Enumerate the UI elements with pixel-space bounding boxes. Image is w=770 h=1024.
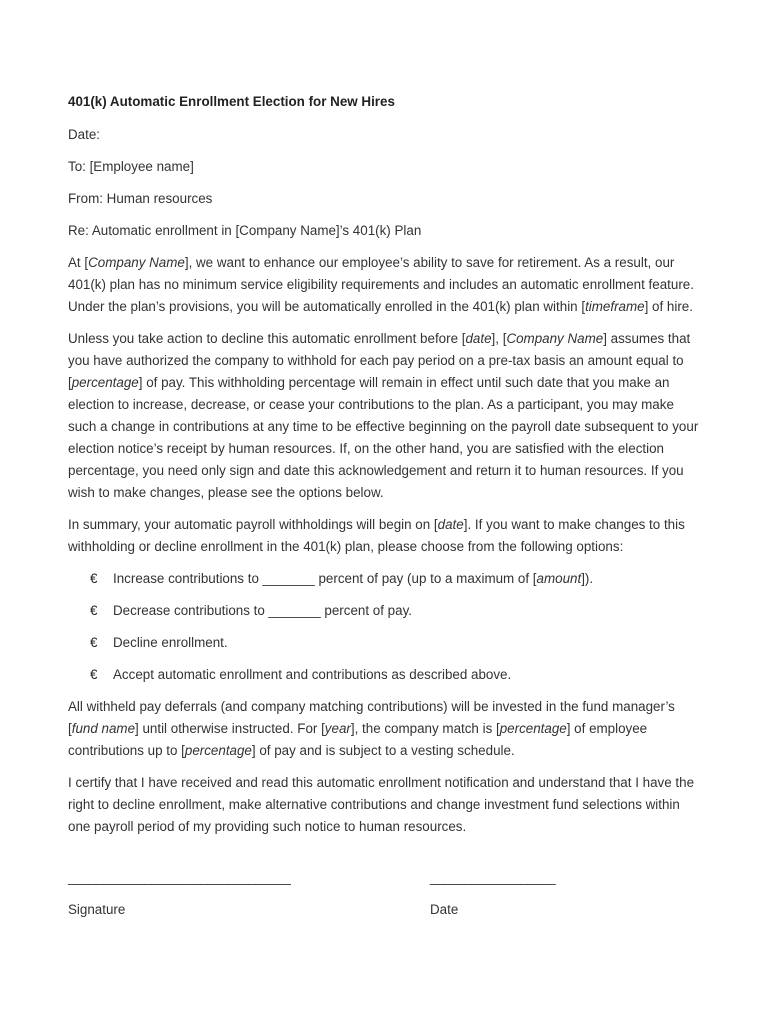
option-accept[interactable]: € Accept automatic enrollment and contributions as described above. xyxy=(68,664,702,686)
letter-body xyxy=(68,92,702,848)
placeholder-percentage: percentage xyxy=(499,721,567,736)
signature-block xyxy=(68,868,702,928)
signature-label: Signature xyxy=(68,902,126,917)
placeholder-percentage: percentage xyxy=(71,375,139,390)
document-title: 401(k) Automatic Enrollment Election for New Hires xyxy=(68,94,395,109)
placeholder-amount: amount xyxy=(536,571,582,586)
placeholder-date: date xyxy=(465,331,492,346)
placeholder-year: year xyxy=(324,721,351,736)
signature-line[interactable]: ________________________________ xyxy=(68,870,291,885)
date-signature-line[interactable]: __________________ xyxy=(430,870,556,885)
from-field: From: Human resources xyxy=(68,191,213,206)
checkbox-icon[interactable]: € xyxy=(90,603,98,618)
checkbox-icon[interactable]: € xyxy=(90,667,98,682)
intro-paragraph: At [Company Name], we want to enhance our employee’s ability to save for retirement. As a result, our 401(k) plan has no minimum service eligibility requirements and includes an automatic enrollment feature. Under the plan’s provisions, you will be automatically enrolled in the 401(k) plan within [timeframe] of hire. xyxy=(68,255,694,314)
placeholder-percentage: percentage xyxy=(184,743,252,758)
date-field: Date: xyxy=(68,127,101,142)
option-decrease[interactable]: € Decrease contributions to _______ percent of pay. xyxy=(68,600,702,622)
investment-paragraph: All withheld pay deferrals (and company matching contributions) will be invested in the fund manager’s [fund name] until otherwise instructed. For [year], the company match is [percentage] of employee contributions up to [percentage] of pay and is subject to a vesting schedule. xyxy=(68,699,675,758)
option-increase[interactable]: € Increase contributions to _______ percent of pay (up to a maximum of [amount]). xyxy=(68,568,702,590)
checkbox-icon[interactable]: € xyxy=(90,635,98,650)
to-field: To: [Employee name] xyxy=(68,159,194,174)
date-label: Date xyxy=(430,902,459,917)
enrollment-paragraph: Unless you take action to decline this automatic enrollment before [date], [Company Name] assumes that you have authorized the company to withhold for each pay period on a pre-tax basis an amount equal to [percentage] of pay. This withholding percentage will remain in effect until such date that you make an election to increase, decrease, or cease your contributions to the plan. As a participant, you may make such a change in contributions at any time to be effective beginning on the payroll date subsequent to your election notice’s receipt by human resources. If, on the other hand, you are satisfied with the election percentage, you need only sign and date this acknowledgement and return it to human resources. If you wish to make changes, please see the options below. xyxy=(68,331,699,500)
placeholder-company-name: Company Name xyxy=(506,331,604,346)
placeholder-fund-name: fund name xyxy=(71,721,136,736)
placeholder-company-name: Company Name xyxy=(88,255,185,270)
certification-paragraph: I certify that I have received and read this automatic enrollment notification and understand that I have the right to decline enrollment, make alternative contributions and change investment fund selections within one payroll period of my providing such notice to human resources. xyxy=(68,775,695,834)
placeholder-date: date xyxy=(437,517,464,532)
re-field: Re: Automatic enrollment in [Company Name]’s 401(k) Plan xyxy=(68,223,422,238)
summary-paragraph: In summary, your automatic payroll withholdings will begin on [date]. If you want to make changes to this withholding or decline enrollment in the 401(k) plan, please choose from the following options: xyxy=(68,517,685,554)
placeholder-timeframe: timeframe xyxy=(585,299,645,314)
checkbox-icon[interactable]: € xyxy=(90,571,98,586)
options-list xyxy=(68,568,702,686)
option-decline[interactable]: € Decline enrollment. xyxy=(68,632,702,654)
